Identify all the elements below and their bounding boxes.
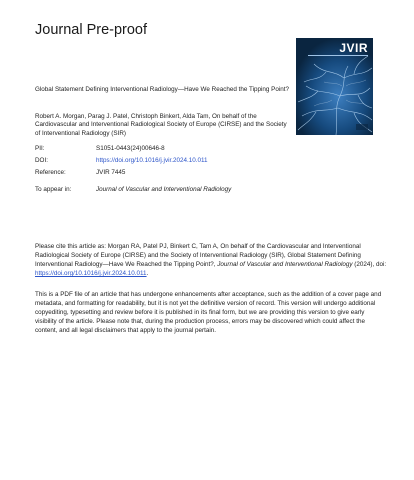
pii-label: PII: bbox=[35, 145, 45, 152]
appear-label: To appear in: bbox=[35, 186, 72, 193]
pii-value: S1051-0443(24)00646-8 bbox=[96, 145, 165, 152]
citation-journal: Journal of Vascular and Interventional Radiology bbox=[217, 261, 353, 268]
citation-end: . bbox=[146, 270, 149, 277]
journal-cover-image bbox=[296, 38, 373, 135]
doi-link[interactable]: https://doi.org/10.1016/j.jvir.2024.10.011 bbox=[96, 157, 208, 164]
article-title: Global Statement Defining Interventional Radiology—Have We Reached the Tipping Point? bbox=[35, 86, 290, 93]
reference-value: JVIR 7445 bbox=[96, 169, 126, 176]
citation-doi-link[interactable]: https://doi.org/10.1016/j.jvir.2024.10.011 bbox=[35, 270, 147, 277]
page-heading: Journal Pre-proof bbox=[35, 22, 148, 38]
cover-title-rule bbox=[308, 55, 368, 56]
citation-year: (2024), doi: bbox=[354, 261, 387, 268]
citation-text: Please cite this article as: Morgan RA, Patel PJ, Binkert C, Tam A, On behalf of the Cardiovascular and Interventional Radiological Society of Europe (CIRSE) and the Society of Interventional Radiology (SIR), Global Statement Defining Interventional Radiology—Have We Reached the Tipping Point?, bbox=[35, 243, 361, 268]
appear-value: Journal of Vascular and Interventional Radiology bbox=[96, 186, 232, 193]
doi-label: DOI: bbox=[35, 157, 48, 164]
disclaimer-paragraph: This is a PDF file of an article that has undergone enhancements after acceptance, such as the addition of a cover page and metadata, and formatting for readability, but it is not yet the definitive version of record. This version will undergo additional copyediting, typesetting and review before it is published in its final form, but we are providing this version to give early visibility of the article. Please note that, during the production process, errors may be discovered which could affect the content, and all legal disclaimers that apply to the journal pertain. bbox=[35, 291, 382, 334]
article-authors: Robert A. Morgan, Parag J. Patel, Christoph Binkert, Alda Tam, On behalf of the Cardiovascular and Interventional Radiological Society of Europe (CIRSE) and the Society of Interventional Radiology (SIR) bbox=[35, 113, 287, 137]
citation-paragraph bbox=[35, 242, 387, 278]
cover-journal-title: JVIR bbox=[339, 41, 368, 55]
reference-label: Reference: bbox=[35, 169, 66, 176]
